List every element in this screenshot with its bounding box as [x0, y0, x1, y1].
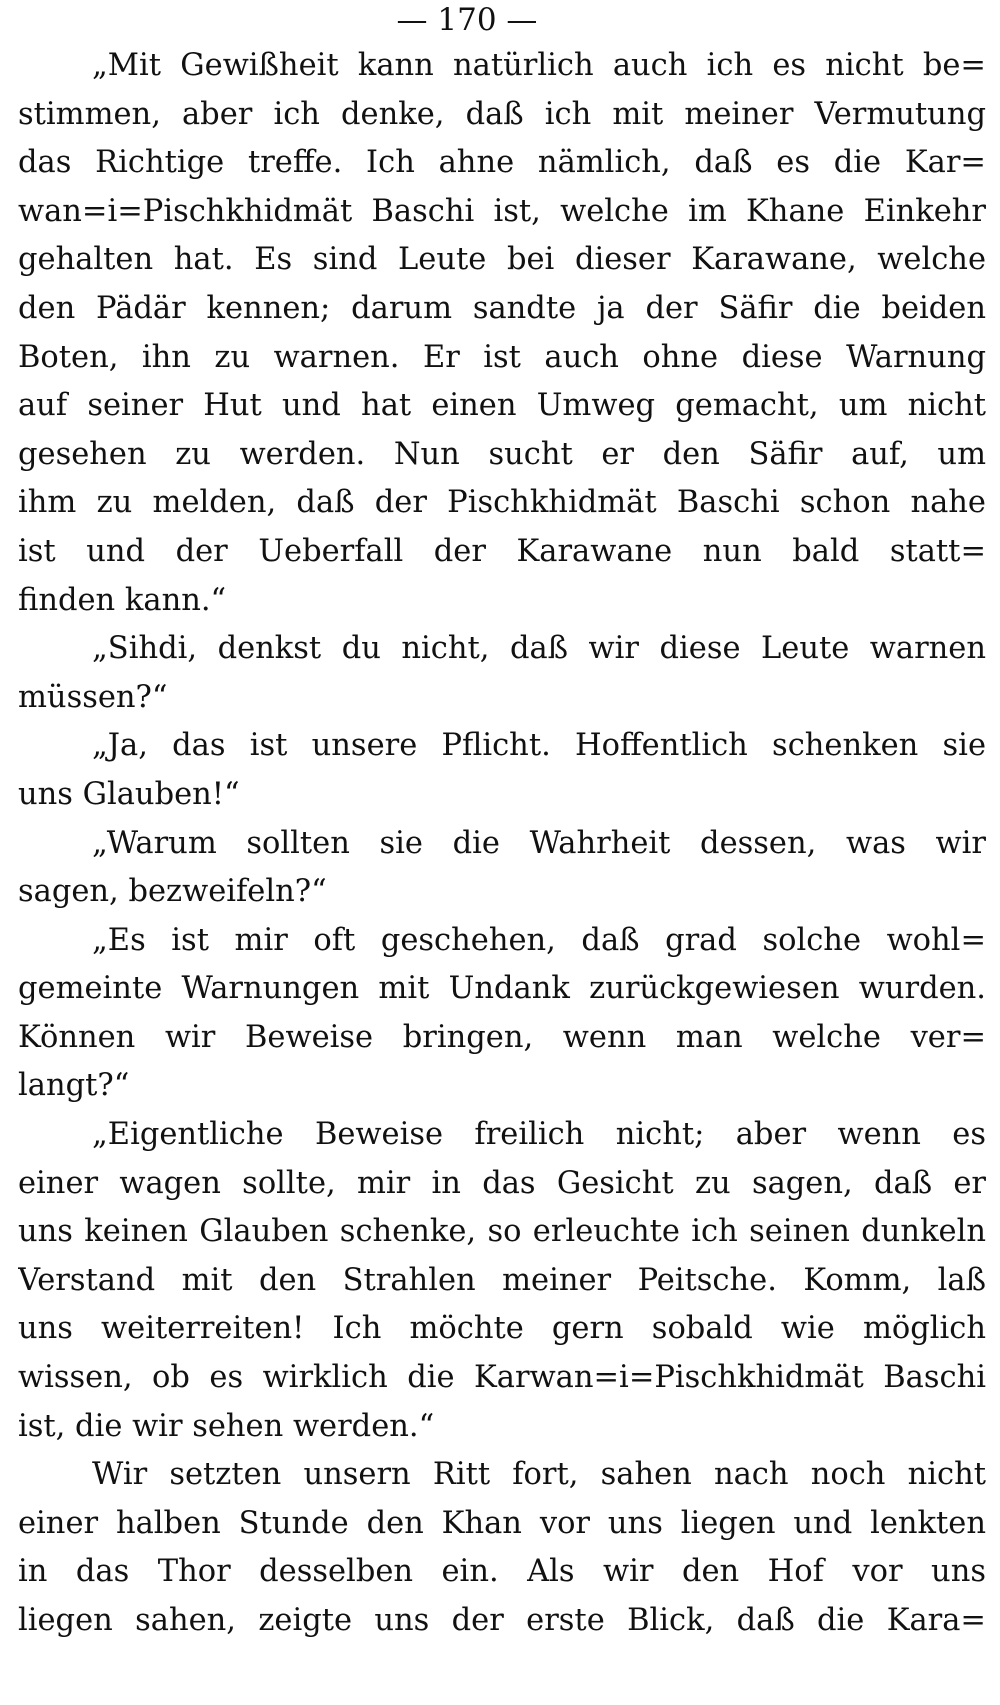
text-line: auf seiner Hut und hat einen Umweg gemacht, um nicht — [18, 388, 986, 424]
text-line: finden kann.“ — [18, 582, 227, 618]
text-line: ist und der Ueberfall der Karawane nun bald statt= — [18, 533, 986, 569]
text-line: langt?“ — [18, 1068, 130, 1104]
text-line: stimmen, aber ich denke, daß ich mit meiner Vermutung — [18, 96, 986, 132]
text-line: „Eigentliche Beweise freilich nicht; aber wenn es — [92, 1117, 986, 1153]
page-number: — 170 — — [396, 2, 538, 38]
text-line: uns Glauben!“ — [18, 776, 240, 812]
text-line: „Ja, das ist unsere Pflicht. Hoffentlich schenken sie — [92, 728, 986, 764]
text-line: ihm zu melden, daß der Pischkhidmät Baschi schon nahe — [18, 485, 986, 521]
text-line: einer halben Stunde den Khan vor uns liegen und lenkten — [18, 1505, 986, 1541]
text-line: in das Thor desselben ein. Als wir den Hof vor uns — [18, 1554, 986, 1590]
text-line: Wir setzten unsern Ritt fort, sahen nach noch nicht — [92, 1457, 986, 1493]
text-line: „Es ist mir oft geschehen, daß grad solche wohl= — [92, 922, 986, 958]
text-line: Verstand mit den Strahlen meiner Peitsche. Komm, laß — [18, 1262, 986, 1298]
text-line: „Warum sollten sie die Wahrheit dessen, was wir — [92, 825, 986, 861]
book-page — [18, 0, 986, 1646]
text-line: uns keinen Glauben schenke, so erleuchte ich seinen dunkeln — [18, 1214, 986, 1250]
text-line: Boten, ihn zu warnen. Er ist auch ohne diese Warnung — [18, 339, 986, 375]
text-line: liegen sahen, zeigte uns der erste Blick, daß die Kara= — [18, 1603, 986, 1638]
text-line: sagen, bezweifeln?“ — [18, 874, 327, 910]
text-line: müssen?“ — [18, 679, 168, 715]
text-line: den Pädär kennen; darum sandte ja der Säfir die beiden — [18, 290, 986, 326]
text-line: einer wagen sollte, mir in das Gesicht zu sagen, daß er — [18, 1165, 986, 1201]
text-line: uns weiterreiten! Ich möchte gern sobald wie möglich — [18, 1311, 986, 1347]
text-line: ist, die wir sehen werden.“ — [18, 1408, 435, 1444]
text-line: „Mit Gewißheit kann natürlich auch ich es nicht be= — [92, 48, 986, 83]
text-line: Können wir Beweise bringen, wenn man welche ver= — [18, 1019, 986, 1055]
text-line: gesehen zu werden. Nun sucht er den Säfir auf, um — [18, 436, 986, 472]
text-line: „Sihdi, denkst du nicht, daß wir diese Leute warnen — [92, 631, 986, 667]
text-line: das Richtige treffe. Ich ahne nämlich, daß es die Kar= — [18, 145, 986, 181]
text-line: wan=i=Pischkhidmät Baschi ist, welche im Khane Einkehr — [18, 193, 986, 229]
text-line: gehalten hat. Es sind Leute bei dieser Karawane, welche — [18, 242, 986, 278]
text-line: gemeinte Warnungen mit Undank zurückgewiesen wurden. — [18, 971, 986, 1007]
body-text — [18, 42, 986, 1646]
text-line: wissen, ob es wirklich die Karwan=i=Pischkhidmät Baschi — [18, 1360, 986, 1396]
